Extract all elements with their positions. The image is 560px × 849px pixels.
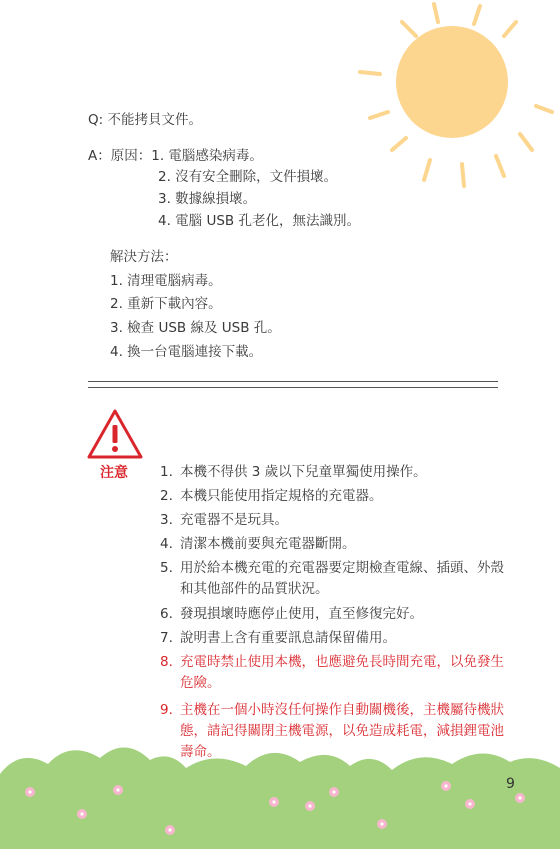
answer-cause-2: 2. 沒有安全刪除，文件損壞。 [158,169,338,185]
solution-item: 3. 檢查 USB 線及 USB 孔。 [110,320,281,336]
item-text: 發現損壞時應停止使用，直至修復完好。 [180,606,423,622]
item-number: 8. [160,654,173,670]
item-number: 3. [160,512,173,528]
warning-item [160,462,505,483]
answer-cause-3: 3. 數據線損壞。 [158,191,257,207]
warning-item [160,534,505,555]
item-text: 本機不得供 3 歲以下兒童單獨使用操作。 [180,464,427,480]
sun-illustration [340,0,560,200]
solution-item: 2. 重新下載內容。 [110,296,222,312]
divider-line [88,381,498,382]
solutions-title: 解決方法： [110,249,178,265]
warning-label: 注意 [100,465,128,481]
item-text: 說明書上含有重要訊息請保留備用。 [180,630,396,646]
item-number: 9. [160,702,173,718]
item-number: 1. [160,464,173,480]
item-text: 本機只能使用指定規格的充電器。 [180,488,383,504]
item-number: 6. [160,606,173,622]
item-text: 充電時禁止使用本機，也應避免長時間充電，以免發生危險。 [180,654,504,691]
item-number: 7. [160,630,173,646]
solution-item: 1. 清理電腦病毒。 [110,273,222,289]
item-text: 充電器不是玩具。 [180,512,288,528]
warning-item [160,628,505,649]
warning-triangle-icon [86,408,144,460]
item-text: 清潔本機前要與充電器斷開。 [180,536,356,552]
page-number: 9 [506,776,515,792]
item-number: 5. [160,560,173,576]
item-number: 4. [160,536,173,552]
warning-item [160,486,505,507]
answer-cause-1: A：原因：1. 電腦感染病毒。 [88,148,263,164]
warning-item [160,510,505,531]
bush-illustration [0,740,560,849]
solution-item: 4. 換一台電腦連接下載。 [110,344,263,360]
answer-cause-4: 4. 電腦 USB 孔老化，無法識別。 [158,213,360,229]
question-line: Q: 不能拷貝文件。 [88,112,202,128]
warning-item [160,604,505,625]
warning-item [160,558,505,600]
divider-line [88,387,498,388]
item-text: 主機在一個小時沒任何操作自動關機後，主機屬待機狀態，請記得關閉主機電源，以免造成耗電，減損鋰電池壽命。 [180,702,504,760]
item-text: 用於給本機充電的充電器要定期檢查電線、插頭、外殼和其他部件的品質狀況。 [180,560,504,597]
item-number: 2. [160,488,173,504]
warning-item [160,652,505,694]
